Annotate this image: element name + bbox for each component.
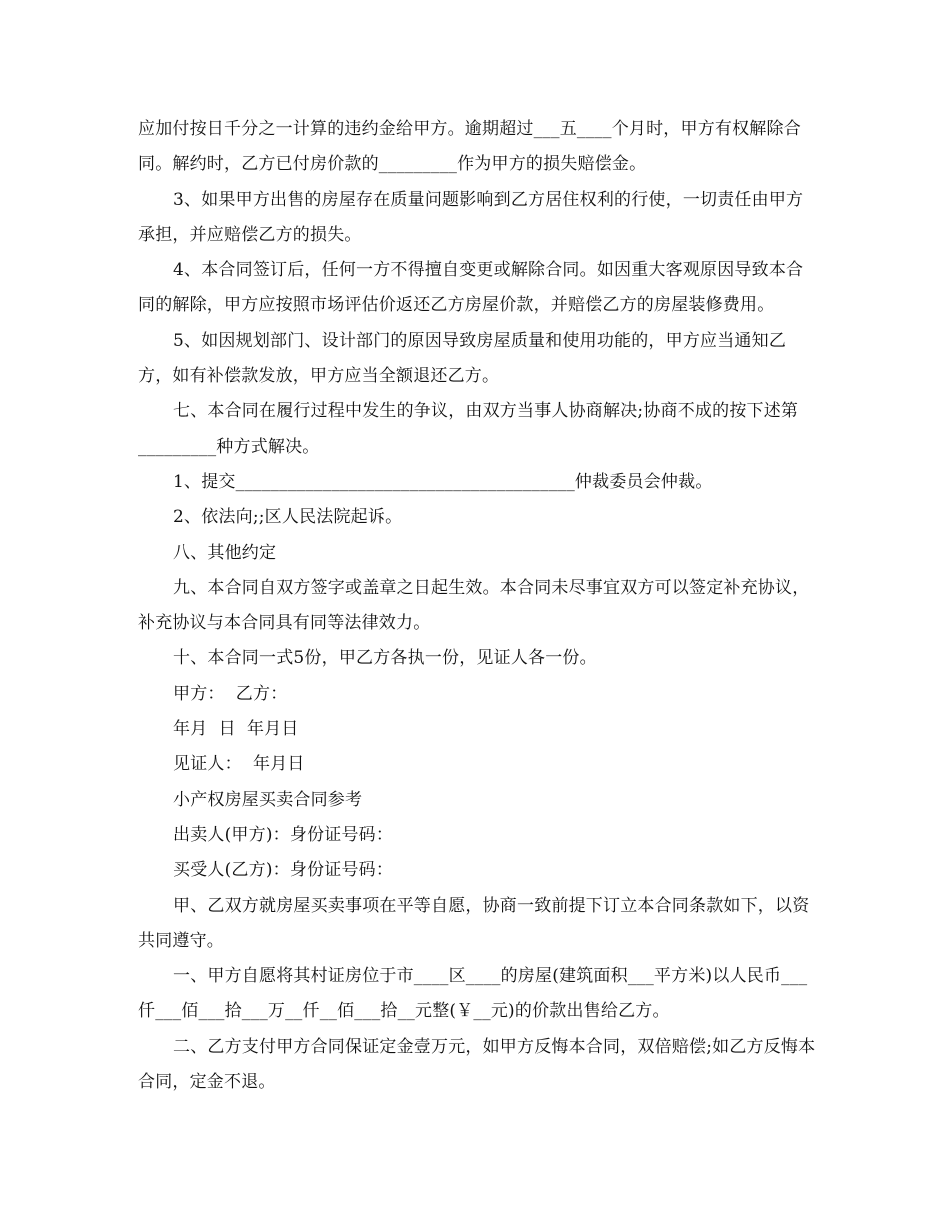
paragraph-penalty-continuation: 应加付按日千分之一计算的违约金给甲方。逾期超过___五____个月时，甲方有权解除合同。解约时，乙方已付房价款的_________作为甲方的损失赔偿金。 [138,119,801,175]
paragraph-contract-termination: 4、本合同签订后，任何一方不得擅自变更或解除合同。如因重大客观原因导致本合同的解除，甲方应按照市场评估价返还乙方房屋价款，并赔偿乙方的房屋装修费用。 [138,260,804,316]
section-title: 小产权房屋买卖合同参考 [173,789,363,810]
paragraph-buyer: 买受人(乙方)：身份证号码： [173,860,394,881]
paragraph-signature-date: 年月 日 年月日 [173,719,299,740]
paragraph-planning-compensation: 5、如因规划部门、设计部门的原因导致房屋质量和使用功能的，甲方应当通知乙方，如有补偿款发放，甲方应当全额退还乙方。 [138,330,787,387]
paragraph-dispute-resolution: 七、本合同在履行过程中发生的争议，由双方当事人协商解决;协商不成的按下述第_________种方式解决。 [138,401,799,457]
paragraph-parties-signature: 甲方： 乙方： [173,683,288,704]
paragraph-deposit: 二、乙方支付甲方合同保证定金壹万元，如甲方反悔本合同，双倍赔偿;如乙方反悔本合同，定金不退。 [138,1036,816,1093]
paragraph-copies: 十、本合同一式5份，甲乙方各执一份，见证人各一份。 [173,648,597,669]
paragraph-witness: 见证人： 年月日 [173,754,305,775]
paragraph-seller: 出卖人(甲方)：身份证号码： [173,824,394,845]
paragraph-quality-liability: 3、如果甲方出售的房屋存在质量问题影响到乙方居住权利的行使，一切责任由甲方承担，并应赔偿乙方的损失。 [138,189,804,245]
paragraph-other-terms: 八、其他约定 [173,542,277,563]
paragraph-court: 2、依法向;;区人民法院起诉。 [173,507,403,528]
paragraph-agreement-intro: 甲、乙双方就房屋买卖事项在平等自愿，协商一致前提下订立本合同条款如下，以资共同遵守。 [138,895,810,951]
document-body [138,112,818,1100]
paragraph-house-price: 一、甲方自愿将其村证房位于市____区____的房屋(建筑面积___平方米)以人民币___仟___佰___拾___万__仟__佰___拾__元整(￥__元)的价款出售给乙方。 [138,966,808,1022]
paragraph-effective-date: 九、本合同自双方签字或盖章之日起生效。本合同未尽事宜双方可以签定补充协议，补充协议与本合同具有同等法律效力。 [138,577,810,634]
paragraph-arbitration: 1、提交_______________________________________仲裁委员会仲裁。 [173,471,713,492]
